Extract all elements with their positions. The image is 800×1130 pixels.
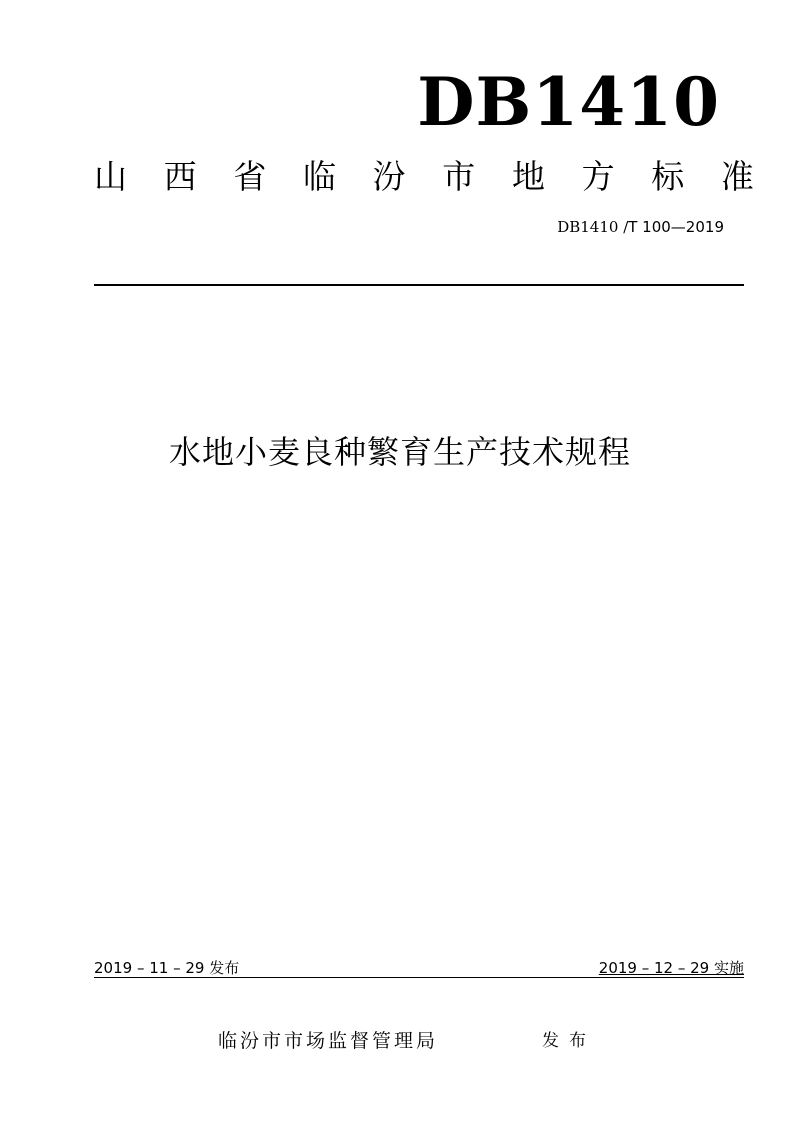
issue-label: 发布 [542,1031,596,1051]
standard-level-char: 汾 [372,157,406,196]
standard-code-heading: DB1410 [417,63,720,141]
publish-date: 2019 – 11 – 29 发布 [94,959,240,977]
header-divider [94,284,744,286]
standard-level-char: 临 [302,157,336,196]
standard-level-char: 省 [233,157,267,196]
standard-number [557,217,724,237]
issuing-authority: 临汾市市场监督管理局 [218,1030,439,1052]
standard-level-char: 山 [94,157,127,196]
standard-level-char: 地 [511,157,545,196]
footer-divider [94,977,744,978]
standard-level-char: 方 [581,157,615,196]
standard-level-heading [94,156,754,198]
standard-level-char: 市 [442,157,476,196]
standard-number-suffix: T 100—2019 [628,218,724,236]
standard-level-char: 西 [163,157,197,196]
standard-level-char: 标 [651,157,685,196]
standard-number-prefix: DB1410 / [557,218,629,236]
document-title: 水地小麦良种繁育生产技术规程 [168,433,631,471]
standard-level-char: 准 [720,157,754,196]
effective-date: 2019 – 12 – 29 实施 [598,959,744,977]
